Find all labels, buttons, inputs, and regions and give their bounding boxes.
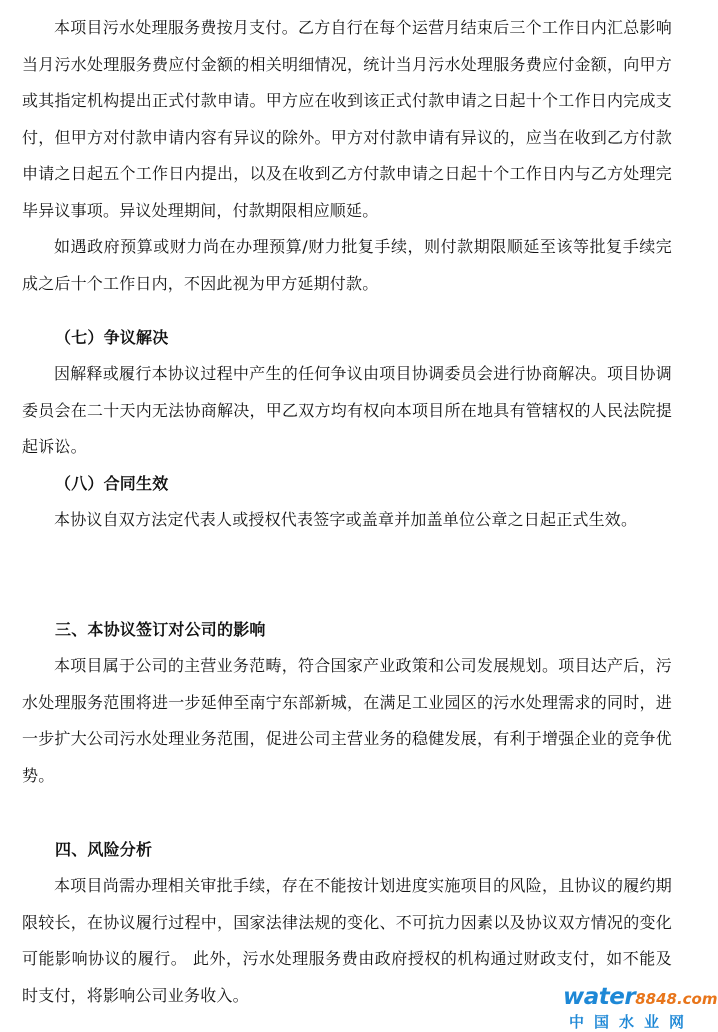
watermark-number: 8848 [635,990,677,1008]
dispute-heading: （七）争议解决 [55,328,169,347]
effect-paragraph: 本协议自双方法定代表人或授权代表签字或盖章并加盖单位公章之日起正式生效。 [54,510,638,529]
impact-heading: 三、本协议签订对公司的影响 [55,620,266,639]
risk-heading: 四、风险分析 [55,840,153,859]
watermark-brand: water [563,984,636,1010]
payment-paragraph-2: 如遇政府预算或财力尚在办理预算/财力批复手续，则付款期限顺延至该等批复手续完成之后十个工作日内，不因此视为甲方延期付款。 [22,237,672,293]
dispute-paragraph: 因解释或履行本协议过程中产生的任何争议由项目协调委员会进行协商解决。项目协调委员会在二十天内无法协商解决，甲乙双方均有权向本项目所在地具有管辖权的人民法院提起诉讼。 [22,364,672,456]
watermark-suffix: .com [676,990,718,1008]
site-watermark-logo [563,984,718,1031]
watermark-subtitle: 中国水业网 [569,1013,695,1031]
risk-paragraph: 本项目尚需办理相关审批手续，存在不能按计划进度实施项目的风险，且协议的履约期限较长，在协议履行过程中，国家法律法规的变化、不可抗力因素以及协议双方情况的变化可能影响协议的履行。 此外，污水处理服务费由政府授权的机构通过财政支付，如不能及时支付，将影响公司业务收入。 [22,876,672,1005]
effect-heading: （八）合同生效 [55,474,169,493]
watermark-brand-line [563,984,718,1010]
impact-paragraph: 本项目属于公司的主营业务范畴，符合国家产业政策和公司发展规划。项目达产后，污水处理服务范围将进一步延伸至南宁东部新城，在满足工业园区的污水处理需求的同时，进一步扩大公司污水处理业务范围，促进公司主营业务的稳健发展，有利于增强企业的竞争优势。 [22,656,672,785]
payment-paragraph-1: 本项目污水处理服务费按月支付。乙方自行在每个运营月结束后三个工作日内汇总影响当月污水处理服务费应付金额的相关明细情况，统计当月污水处理服务费应付金额，向甲方或其指定机构提出正式付款申请。甲方应在收到该正式付款申请之日起十个工作日内完成支付，但甲方对付款申请内容有异议的除外。甲方对付款申请有异议的，应当在收到乙方付款申请之日起五个工作日内提出，以及在收到乙方付款申请之日起十个工作日内与乙方处理完毕异议事项。异议处理期间，付款期限相应顺延。 [22,18,672,220]
